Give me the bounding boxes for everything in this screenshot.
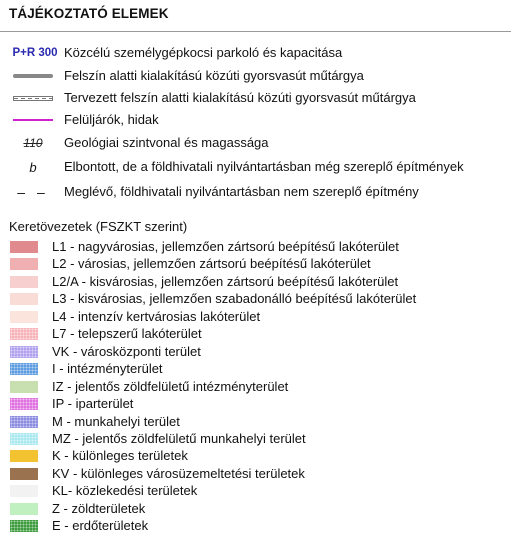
zone-swatch bbox=[10, 520, 38, 532]
zone-label: KL- közlekedési területek bbox=[52, 483, 198, 499]
zones-heading: Keretövezetek (FSZKT szerint) bbox=[9, 219, 188, 234]
info-item-label: Közcélú személygépkocsi parkoló és kapacitása bbox=[64, 45, 343, 60]
magenta-line-icon bbox=[8, 110, 58, 130]
zone-swatch bbox=[10, 311, 38, 323]
zone-label: IP - iparterület bbox=[52, 396, 134, 412]
zone-swatch bbox=[10, 258, 38, 270]
info-item-label: Geológiai szintvonal és magassága bbox=[64, 135, 269, 150]
contour-icon: 110 bbox=[23, 136, 43, 150]
title-divider bbox=[0, 31, 511, 32]
zone-swatch bbox=[10, 485, 38, 497]
zone-swatch bbox=[10, 468, 38, 480]
unregistered-icon: – – bbox=[17, 184, 49, 200]
zone-label: L1 - nagyvárosias, jellemzően zártsorú beépítésű lakóterület bbox=[52, 239, 399, 254]
zone-label: L3 - kisvárosias, jellemzően szabadonálló beépítésű lakóterület bbox=[52, 291, 417, 307]
zone-label: K - különleges területek bbox=[52, 448, 188, 464]
zone-swatch bbox=[10, 433, 38, 445]
info-item-label: Felszín alatti kialakítású közúti gyorsvasút műtárgya bbox=[64, 68, 364, 83]
zone-label: KV - különleges városüzemeltetési területek bbox=[52, 465, 305, 481]
zone-swatch bbox=[10, 416, 38, 428]
zone-swatch bbox=[10, 241, 38, 253]
zone-swatch bbox=[10, 293, 38, 305]
zone-label: E - erdőterületek bbox=[52, 518, 149, 534]
zone-swatch bbox=[10, 346, 38, 358]
zone-label: L2/A - kisvárosias, jellemzően zártsorú beépítésű lakóterület bbox=[52, 273, 399, 289]
info-item-label: Meglévő, földhivatali nyilvántartásban nem szereplő építmény bbox=[64, 184, 419, 199]
zone-label: M - munkahelyi terület bbox=[52, 413, 180, 429]
zone-label: I - intézményterület bbox=[52, 361, 163, 377]
demolished-icon: b bbox=[29, 159, 37, 175]
zone-swatch bbox=[10, 450, 38, 462]
legend-title: TÁJÉKOZTATÓ ELEMEK bbox=[9, 6, 169, 21]
zone-label: L4 - intenzív kertvárosias lakóterület bbox=[52, 308, 261, 324]
info-item-label: Tervezett felszín alatti kialakítású közúti gyorsvasút műtárgya bbox=[64, 90, 416, 105]
dashed-line-icon bbox=[8, 88, 58, 108]
zone-label: L2 - városias, jellemzően zártsorú beépítésű lakóterület bbox=[52, 256, 371, 272]
zone-label: MZ - jelentős zöldfelületű munkahelyi terület bbox=[52, 430, 306, 446]
zone-label: Z - zöldterületek bbox=[52, 500, 146, 516]
zone-label: VK - városközponti terület bbox=[52, 343, 201, 359]
zone-swatch bbox=[10, 328, 38, 340]
zone-label: IZ - jelentős zöldfelületű intézményterület bbox=[52, 378, 289, 394]
zone-swatch bbox=[10, 398, 38, 410]
zone-swatch bbox=[10, 363, 38, 375]
zone-swatch bbox=[10, 503, 38, 515]
zone-swatch bbox=[10, 276, 38, 288]
parking-icon: P+R 300 bbox=[12, 47, 58, 59]
info-item-label: Elbontott, de a földhivatali nyilvántartásban még szereplő építmények bbox=[64, 159, 464, 174]
zone-label: L7 - telepszerű lakóterület bbox=[52, 326, 202, 342]
zone-swatch bbox=[10, 381, 38, 393]
solid-line-icon bbox=[8, 66, 58, 86]
info-item-label: Felüljárók, hidak bbox=[64, 112, 159, 127]
